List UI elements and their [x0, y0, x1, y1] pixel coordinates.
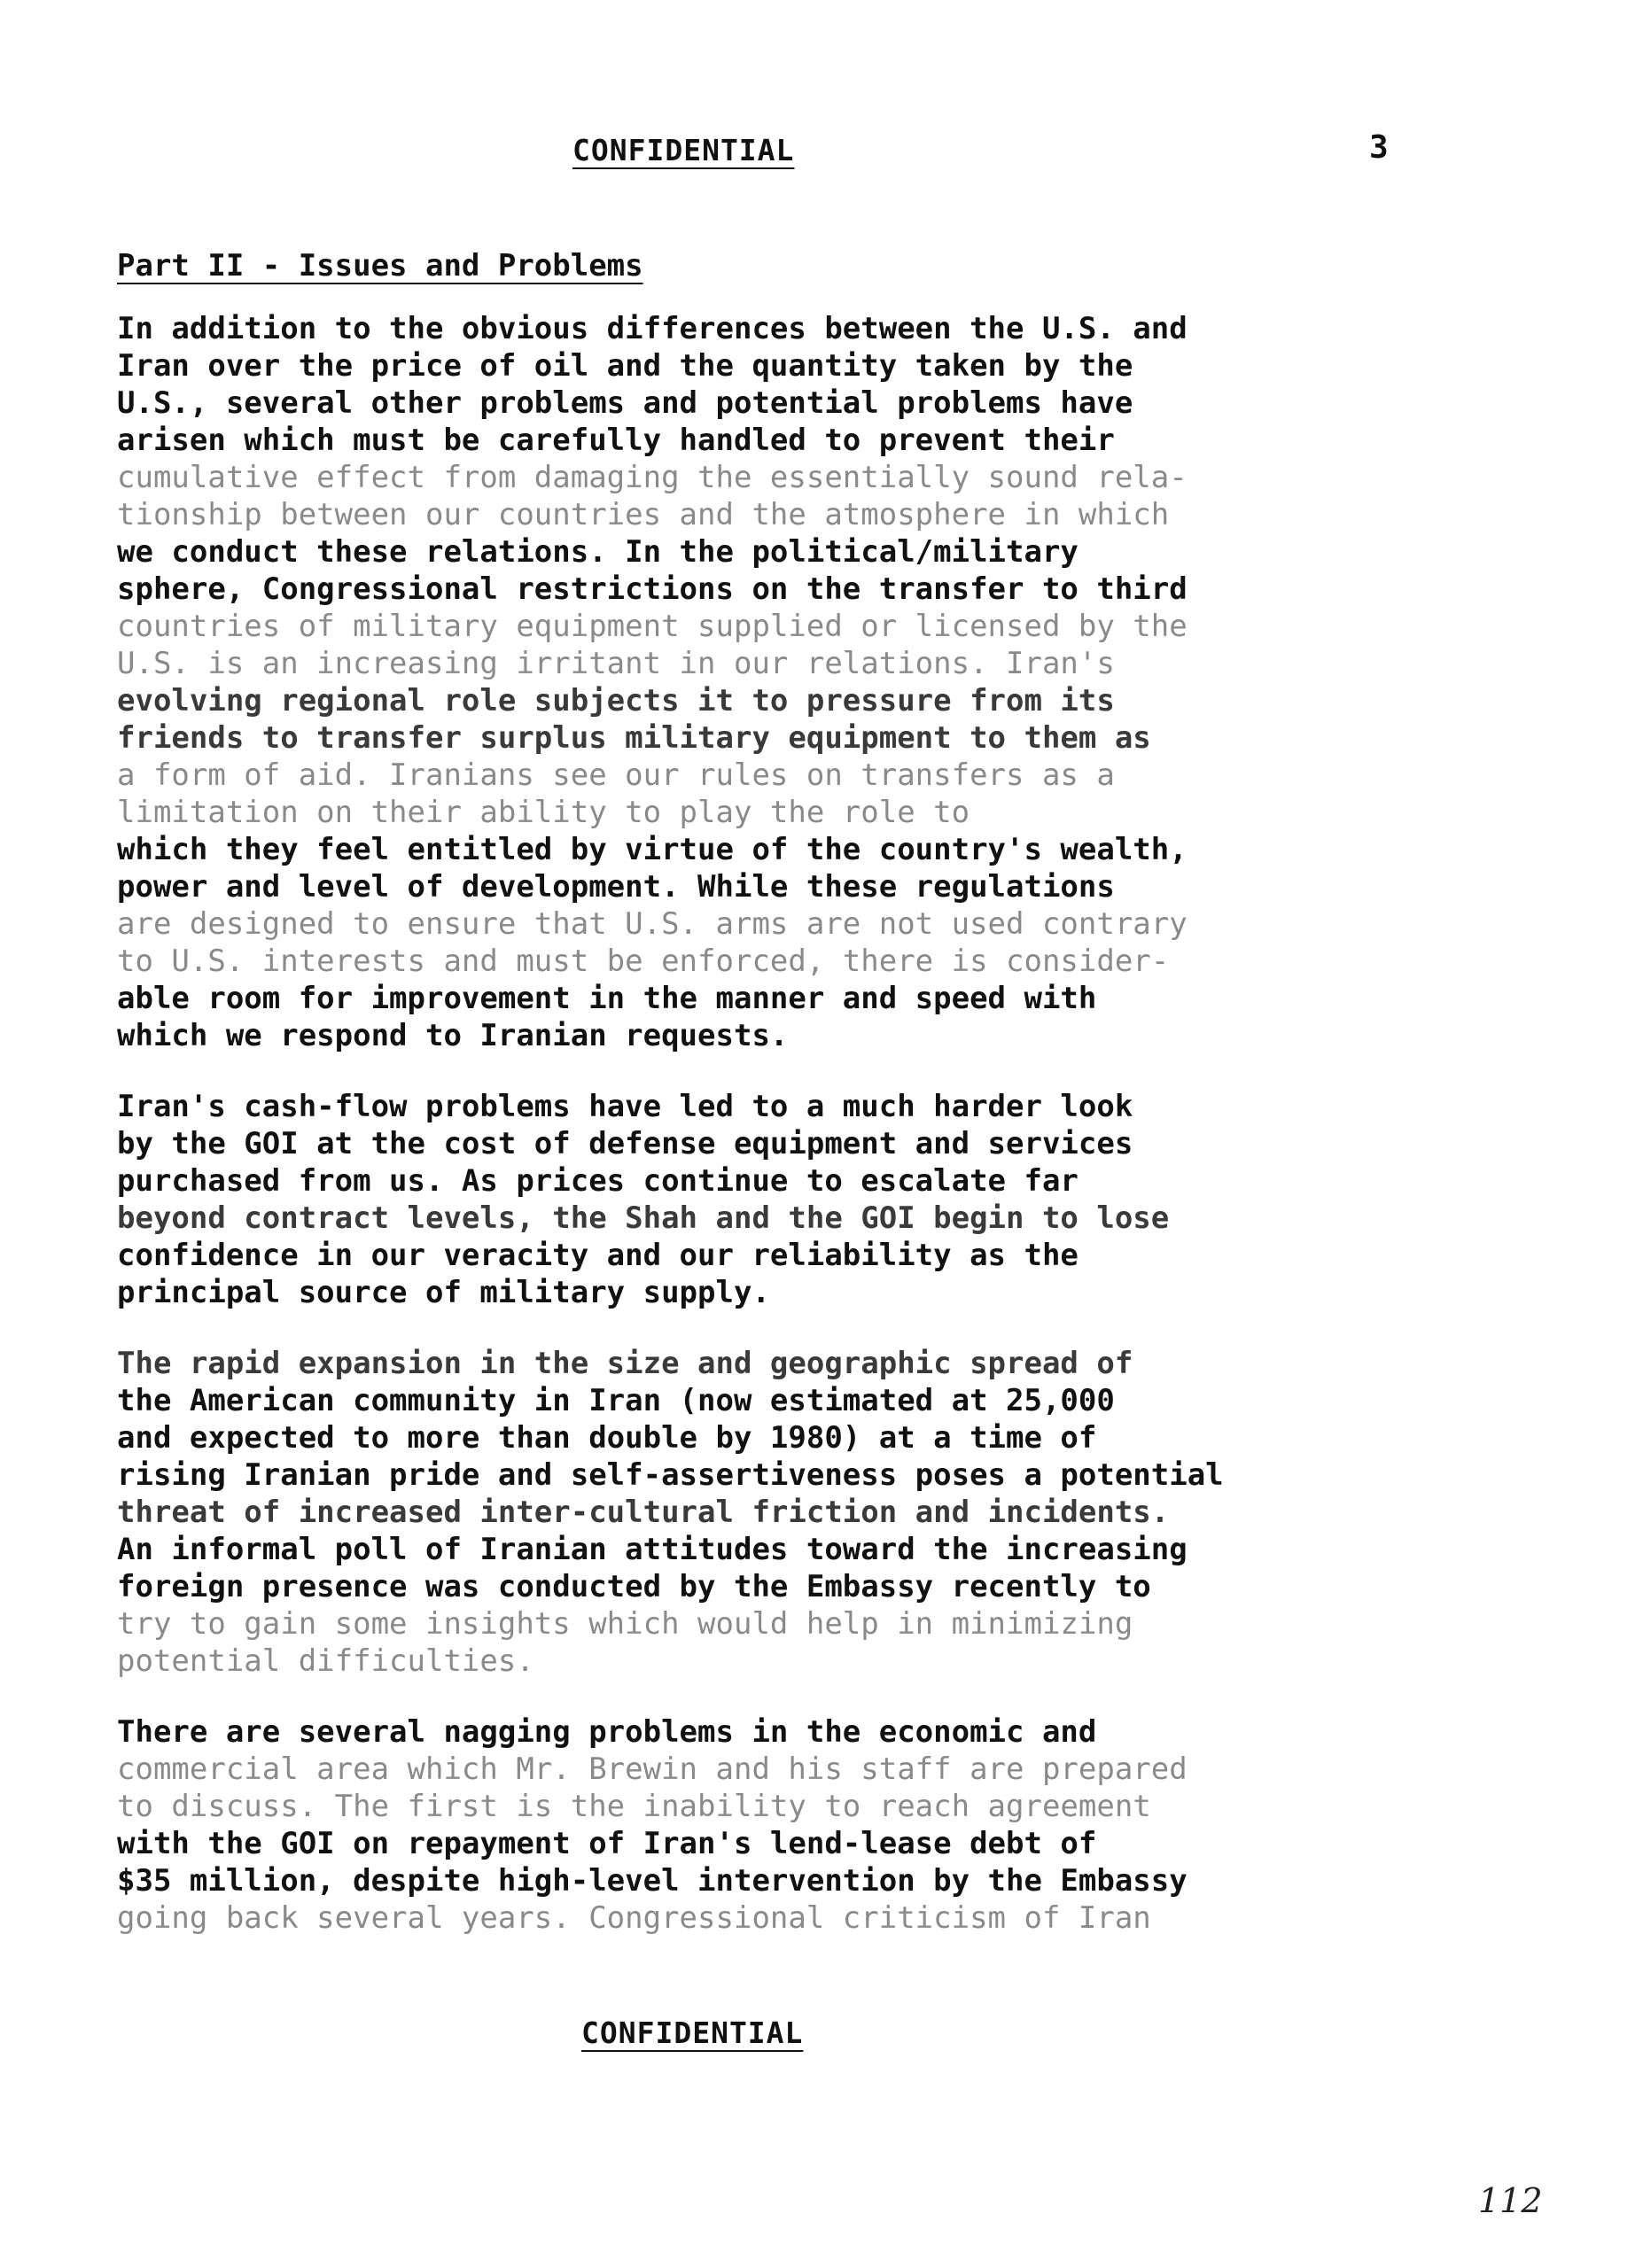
paragraph-3 — [117, 1345, 1499, 1680]
text-line: beyond contract levels, the Shah and the GOI begin to lose — [117, 1200, 1170, 1236]
text-line: There are several nagging problems in the economic and — [117, 1714, 1097, 1750]
text-line: Iran's cash-flow problems have led to a much harder look — [117, 1089, 1133, 1124]
text-line: limitation on their ability to play the role to — [117, 795, 970, 830]
text-line: purchased from us. As prices continue to escalate far — [117, 1163, 1079, 1199]
archive-stamp-number: 112 — [1478, 2181, 1543, 2220]
text-line: a form of aid. Iranians see our rules on transfers as a — [117, 757, 1115, 793]
text-line: we conduct these relations. In the political/military — [117, 534, 1079, 570]
text-line: commercial area which Mr. Brewin and his staff are prepared — [117, 1751, 1188, 1787]
paragraph-1 — [117, 310, 1499, 1054]
text-line: Iran over the price of oil and the quantity taken by the — [117, 348, 1133, 384]
text-line: and expected to more than double by 1980) at a time of — [117, 1420, 1097, 1456]
text-line: The rapid expansion in the size and geographic spread of — [117, 1346, 1133, 1381]
text-line: power and level of development. While these regulations — [117, 869, 1115, 905]
text-line: the American community in Iran (now estimated at 25,000 — [117, 1383, 1115, 1418]
text-line: able room for improvement in the manner and speed with — [117, 981, 1097, 1016]
text-line: confidence in our veracity and our reliability as the — [117, 1238, 1079, 1273]
text-line: going back several years. Congressional criticism of Iran — [117, 1900, 1151, 1936]
text-line: are designed to ensure that U.S. arms are not used contrary — [117, 906, 1188, 942]
text-line: U.S. is an increasing irritant in our relations. Iran's — [117, 646, 1115, 681]
text-line: with the GOI on repayment of Iran's lend-lease debt of — [117, 1826, 1097, 1861]
page-number: 3 — [1369, 129, 1389, 166]
text-line: countries of military equipment supplied or licensed by the — [117, 609, 1188, 644]
text-line: In addition to the obvious differences between the U.S. and — [117, 311, 1188, 346]
body-text — [117, 310, 1499, 1970]
text-line: threat of increased inter-cultural friction and incidents. — [117, 1495, 1170, 1530]
text-line: tionship between our countries and the atmosphere in which — [117, 497, 1170, 532]
text-line: U.S., several other problems and potential problems have — [117, 385, 1133, 421]
text-line: An informal poll of Iranian attitudes toward the increasing — [117, 1532, 1188, 1567]
footer-classification: CONFIDENTIAL — [581, 2016, 804, 2050]
text-line: evolving regional role subjects it to pressure from its — [117, 683, 1115, 718]
text-line: which they feel entitled by virtue of the country's wealth, — [117, 832, 1188, 867]
text-line: try to gain some insights which would help in minimizing — [117, 1606, 1133, 1642]
text-line: $35 million, despite high-level intervention by the Embassy — [117, 1863, 1188, 1899]
text-line: principal source of military supply. — [117, 1275, 770, 1310]
text-line: friends to transfer surplus military equipment to them as — [117, 720, 1151, 756]
text-line: foreign presence was conducted by the Embassy recently to — [117, 1569, 1151, 1604]
text-line: sphere, Congressional restrictions on the transfer to third — [117, 571, 1188, 607]
text-line: which we respond to Iranian requests. — [117, 1018, 789, 1053]
section-heading: Part II - Issues and Problems — [117, 248, 643, 284]
paragraph-4 — [117, 1713, 1499, 1937]
text-line: cumulative effect from damaging the essentially sound rela- — [117, 460, 1188, 495]
header-classification: CONFIDENTIAL — [572, 133, 795, 167]
text-line: potential difficulties. — [117, 1643, 534, 1679]
paragraph-2 — [117, 1088, 1499, 1311]
text-line: rising Iranian pride and self-assertiveness poses a potential — [117, 1457, 1224, 1493]
text-line: by the GOI at the cost of defense equipment and services — [117, 1126, 1133, 1161]
text-line: to U.S. interests and must be enforced, there is consider- — [117, 944, 1170, 979]
text-line: arisen which must be carefully handled to prevent their — [117, 423, 1115, 458]
text-line: to discuss. The first is the inability to reach agreement — [117, 1789, 1151, 1824]
